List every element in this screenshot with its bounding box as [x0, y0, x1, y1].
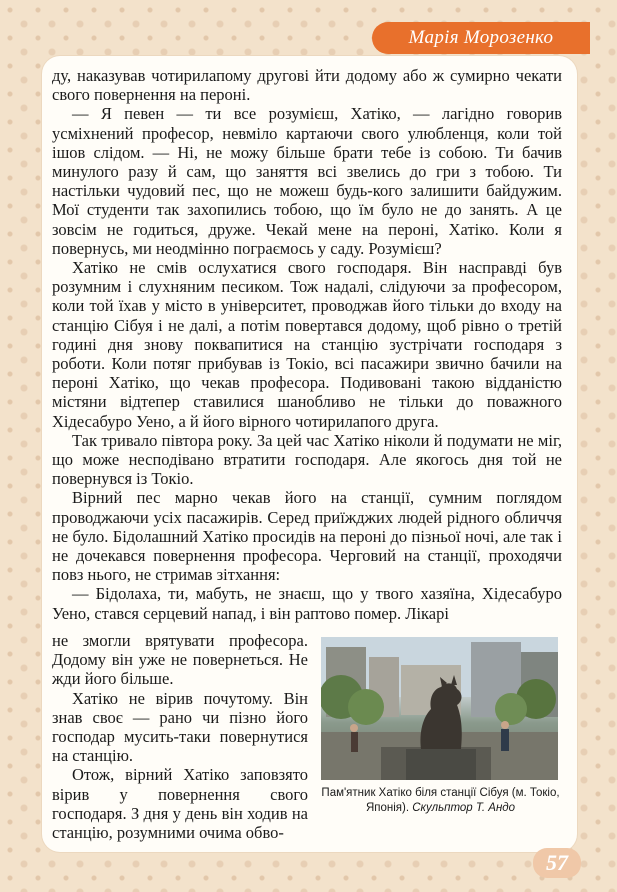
hachiko-statue-photo	[321, 637, 558, 780]
caption-text: Пам'ятник Хатіко біля станції Сібуя (м. Токіо, Японія).	[321, 787, 560, 814]
caption-author: Скульптор Т. Андо	[412, 802, 516, 814]
paragraph: — Я певен — ти все розумієш, Хатіко, — лагідно говорив усміхнений професор, невміло картаючи свого улюбленця, коли той ішов слідом. — Ні, не можу більше брати тебе із собою. Ти бачив минулого разу й сам, що заняття всі звелись до гри з тобою. Ти настільки чудовий пес, що не можеш будь-кого залишити байдужим. Мої студенти так захопились тобою, що їм було не до занять. А це зовсім не годиться, друже. Чекай мене на пероні, Хатіко. Коли я повернусь, ми неодмінно пограємось у саду. Розумієш?	[52, 104, 562, 258]
photo-caption	[318, 786, 563, 816]
page-number: 57	[533, 848, 581, 878]
paragraph: Хатіко не вірив почутому. Він знав своє — рано чи пізно його господар мусить-таки повернутися на станцію.	[52, 688, 308, 766]
paragraph: Хатіко не смів ослухатися свого господаря. Він насправді був розумним і слухняним песиком. Тож надалі, слідуючи за професором, коли той їхав у місто в університет, проводжав його тільки до входу на станцію Сібуя і не далі, а потім повертався додому, щоб рівно о третій годині дня знову поквапитися на станцію зустрічати господаря з роботи. Коли потяг прибував із Токіо, всі пасажири звично бачили на пероні Хатіко, що чекав професора. Подивовані такою відданістю містяни відтепер ставилися шанобливо не тільки до поважного Хідесабуро Уено, а й його вірного чотирилапого друга.	[52, 258, 562, 431]
paragraph: Так тривало півтора року. За цей час Хатіко ніколи й подумати не міг, що може несподівано втратити господаря. Але якогось дня той не повернувся із Токіо.	[52, 430, 562, 489]
wrapped-text	[52, 631, 308, 842]
photo-illustration	[321, 637, 558, 780]
paragraph: ду, наказував чотирилапому другові йти додому або ж сумирно чекати свого повернення на пероні.	[52, 66, 562, 105]
author-header: Марія Морозенко	[372, 22, 590, 54]
paragraph: Вірний пес марно чекав його на станції, сумним поглядом проводжаючи усіх пасажирів. Серед приїжджих людей рідного обличчя не було. Бідолашний Хатіко просидів на пероні до пізньої ночі, але так і не дочекався повернення професора. Черговий на станції, проходячи повз нього, не стримав зітхання:	[52, 488, 562, 585]
paragraph: Отож, вірний Хатіко заповзято вірив у повернення свого господаря. З дня у день він ходив на станцію, розумними очима обво-	[52, 765, 308, 843]
main-text	[52, 66, 562, 623]
paragraph: — Бідолаха, ти, мабуть, не знаєш, що у твого хазяїна, Хідесабуро Уено, стався серцевий напад, і він раптово помер. Лікарі	[52, 584, 562, 623]
paragraph: не змогли врятувати професора. Додому він уже не повернеться. Не жди його більше.	[52, 631, 308, 689]
